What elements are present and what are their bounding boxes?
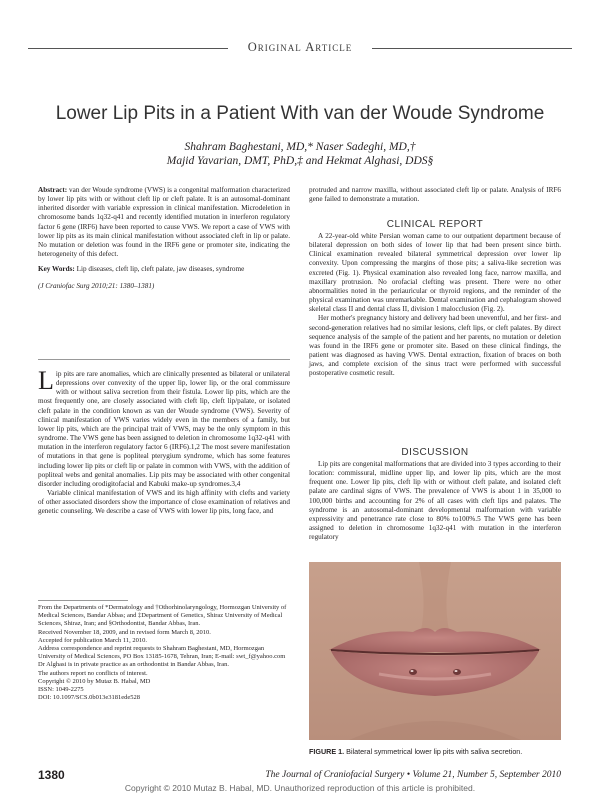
- abstract-text: van der Woude syndrome (VWS) is a congenital malformation characterized by lower lip pits with or without cleft lip or cleft palate. It is an autosomal-dominant inherited disorder with variable expression in clinical manifestation. Microdeletion in chromosome bands 1q32-q41 and recently identified mutation in interferon regulatory factor 6 gene (IRF6) have been reported to cause VWS. We report a case of VWS with lower lip pits as its main clinical manifestation without associated cleft in lip or palate. No mutation or deletion was found in the IRF6 gene or promoter site, indicating the heterogeneity of this defect.: [38, 186, 290, 259]
- discussion-block: [309, 460, 561, 542]
- discussion-heading: DISCUSSION: [401, 447, 469, 458]
- affiliation-item: Copyright © 2010 by Mutaz B. Habal, MD: [38, 677, 151, 685]
- affiliations-block: [38, 604, 290, 702]
- authors-line-2: Majid Yavarian, DMT, PhD,‡ and Hekmat Alghasi, DDS§: [166, 155, 434, 167]
- clinical-paragraph-1: A 22-year-old white Persian woman came to our outpatient department because of bilateral depression on both sides of lower lip that had been present since birth. Clinical examination revealed bilateral symmetrical depression over lower lip convexity. Upon compressing the margins of those pits; a saliva-like secretion was excreted (Fig. 1). Physical examination also revealed long face, narrow maxilla, and maxillary protrusion. No orofacial clefting was present. There were no other abnormalities noted in the periauricular or thyroid regions, and the reminder of the physical examination was unremarkable. Dental examination and cephalogram showed skeletal class II and dental class II, division 1 malocclusion (Fig. 2).: [309, 232, 561, 314]
- figure-label: FIGURE 1.: [309, 747, 345, 756]
- copyright-notice: Copyright © 2010 Mutaz B. Habal, MD. Unauthorized reproduction of this article is prohibited.: [124, 783, 476, 793]
- figure-caption-text: Bilateral symmetrical lower lip pits with saliva secretion.: [346, 747, 523, 756]
- authors-line-1: Shahram Baghestani, MD,* Naser Sadeghi, MD,†: [184, 141, 416, 153]
- section-label: Original Article: [247, 40, 353, 54]
- clinical-paragraph-2: Her mother's pregnancy history and delivery had been uneventful, and her first- and second-generation relatives had no similar lesions, cleft lips, or cleft palates. By direct sequence analysis of the sample of the patient and her parents, no mutation or deletion was found in the IRF6 gene or promoter site. Based on these clinical findings, the patient was diagnosed as having VWS. Dental extraction, fixation of braces on both jaws, and complete excision of the sinus tract were performed with successful postoperative cosmetic result.: [309, 314, 561, 378]
- keywords-text: Lip diseases, cleft lip, cleft palate, jaw diseases, syndrome: [76, 265, 245, 274]
- right-top-text: protruded and narrow maxilla, without associated cleft lip or palate. Analysis of IRF6 gene failed to demonstrate a mutation.: [309, 186, 561, 204]
- clinical-report-heading: CLINICAL REPORT: [386, 219, 484, 230]
- page-number: 1380: [38, 768, 65, 782]
- lips-illustration: [309, 562, 561, 740]
- keywords-label: Key Words:: [38, 265, 75, 274]
- intro-paragraph-2: Variable clinical manifestation of VWS and its high affinity with clefts and variety of other associated disorders show the importance of close examination of relatives and genetic counseling. We describe a case of VWS with lower lip pits, long face, and: [38, 489, 290, 516]
- affiliations-rule: [38, 600, 128, 601]
- affiliation-item: Dr Alghasi is in private practice as an orthodontist in Bandar Abbas, Iran.: [38, 661, 229, 669]
- abstract-rule: [38, 359, 290, 360]
- affiliation-item: ISSN: 1049-2275: [38, 686, 84, 694]
- intro-paragraph-1: ip pits are rare anomalies, which are clinically presented as bilateral or unilateral depressions over convexity of the upper lip, lower lip, or the oral commissure with or without saliva secretion from their fistula. Lower lip pits, which are the most frequently one, are closely associated with cleft lip, cleft lip/palate, or isolated cleft palate in the condition known as van der Woude syndrome (VWS). Severity of clinical manifestation of VWS varies widely even in the members of a family, but lower lip pits, which are the principal trait of VWS, may be the only symptom in this syndrome. The VWS gene has been assigned to deletion in chromosome 1q32-q41 with mutation in the interferon regulatory factor 6 (IRF6).1,2 The most severe manifestation of mutations in that gene is popliteal pterygium syndrome, which has some features including lower lip pits or cleft lip or palate in common with VWS, with the addition of popliteal webs and genital anomalies. Lip pits may be associated with other congenital disorder including orodigitofacial and Kabuki make-up syndromes.3,4: [38, 370, 290, 488]
- journal-footer: The Journal of Craniofacial Surgery • Volume 21, Number 5, September 2010: [265, 770, 561, 780]
- abstract-label: Abstract:: [38, 186, 68, 194]
- affiliation-item: Received November 18, 2009, and in revised form March 8, 2010.: [38, 628, 211, 636]
- affiliation-item: Address correspondence and reprint requests to Shahram Baghestani, MD, Hormozgan University of Medical Sciences, PO Box 13185-1678, Tehran, Iran; E-mail: swt_f@yahoo.com: [38, 645, 286, 661]
- dropcap-letter: L: [38, 366, 54, 395]
- abstract-block: [38, 186, 290, 292]
- discussion-paragraph-1: Lip pits are congenital malformations that are divided into 3 types according to their location: commissural, midline upper lip, and lower lip pits, which are the most frequent one. Lower lip pits, cleft lip with or without cleft palate, and isolated cleft palate are cardinal signs of VWS. The prevalence of VWS is about 1 in 35,000 to 100,000 births and accounting for 2% of all cases with cleft lips and palates. The syndrome is an autosomal-dominant developmental malformation with variable expressivity and penetrance rate close to 80% to100%.5 The VWS gene has been assigned to deletion in chromosome 1q32-q41 with mutation in the interferon regulatory: [309, 460, 561, 542]
- figure-1-photo: [309, 562, 561, 740]
- article-title: Lower Lip Pits in a Patient With van der Woude Syndrome: [55, 103, 545, 124]
- affiliation-item: The authors report no conflicts of interest.: [38, 669, 148, 677]
- header-rule-right: [372, 48, 572, 49]
- affiliation-item: Accepted for publication March 11, 2010.: [38, 636, 147, 644]
- right-column-top: [309, 186, 561, 204]
- clinical-report-block: [309, 232, 561, 379]
- affiliation-item: From the Departments of *Dermatology and †Othorhinolaryngology, Hormozgan University of Medical Sciences, Bandar Abbas; and ‡Department of Genetics, Shiraz University of Medical Sciences, Shiraz, Iran; and §Orthodontist, Bandar Abbas, Iran.: [38, 604, 287, 628]
- citation: (J Craniofac Surg 2010;21: 1380–1381): [38, 282, 155, 291]
- affiliation-item: DOI: 10.1097/SCS.0b013e3181ede528: [38, 694, 141, 702]
- intro-block: [38, 366, 290, 517]
- figure-1-caption: [309, 747, 561, 756]
